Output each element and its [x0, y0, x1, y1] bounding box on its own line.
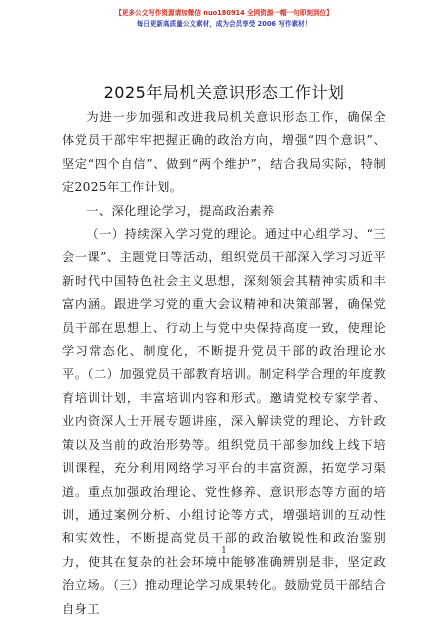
- promo-banner-line-2: 每日更新高质量公文素材，成为会员享受 2006 写作素材！: [136, 20, 312, 28]
- section-1-paragraph: （一）持续深入学习党的理论。通过中心组学习、“三会一课”、主题党日等活动，组织党员干部深入学习习近平新时代中国特色社会主义思想，深刻领会其精神实质和丰富内涵。跟进学习党的重大会议精神和决策部署，确保党员干部在思想上、行动上与党中央保持高度一致，使理论学习常态化、制度化，不断提升党员干部的政治理论水平。（二）加强党员干部教育培训。制定科学合理的年度教育培训计划，丰富培训内容和形式。邀请党校专家学者、业内资深人士开展专题讲座，深入解读党的理论、方针政策以及当前的政治形势等。组织党员干部参加线上线下培训课程，充分利用网络学习平台的丰富资源，拓宽学习渠道。重点加强政治理论、党性修养、意识形态等方面的培训，通过案例分析、小组讨论等方式，增强培训的互动性和实效性，不断提高党员干部的政治敏锐性和政治鉴别力，使其在复杂的社会环境中能够准确辨别是非，坚定政治立场。（三）推动理论学习成果转化。鼓励党员干部结合自身工: [62, 227, 386, 616]
- promo-banner-line-1: 【更多公文写作资源请加微信 nuo180914 全网资源一帽一句即刻到位】: [115, 9, 333, 17]
- document-body: [62, 106, 386, 621]
- intro-paragraph: 为进一步加强和改进我局机关意识形态工作，确保全体党员干部牢牢把握正确的政治方向，增强“四个意识”、坚定“四个自信”、做到“两个维护”，结合我局实际，特制定2025年工作计划。: [62, 110, 386, 195]
- page-number: 1: [221, 546, 227, 556]
- promo-banner: [0, 8, 448, 30]
- section-1-heading: 一、深化理论学习，提高政治素养: [86, 203, 275, 218]
- document-title: 2025年局机关意识形态工作计划: [103, 83, 345, 102]
